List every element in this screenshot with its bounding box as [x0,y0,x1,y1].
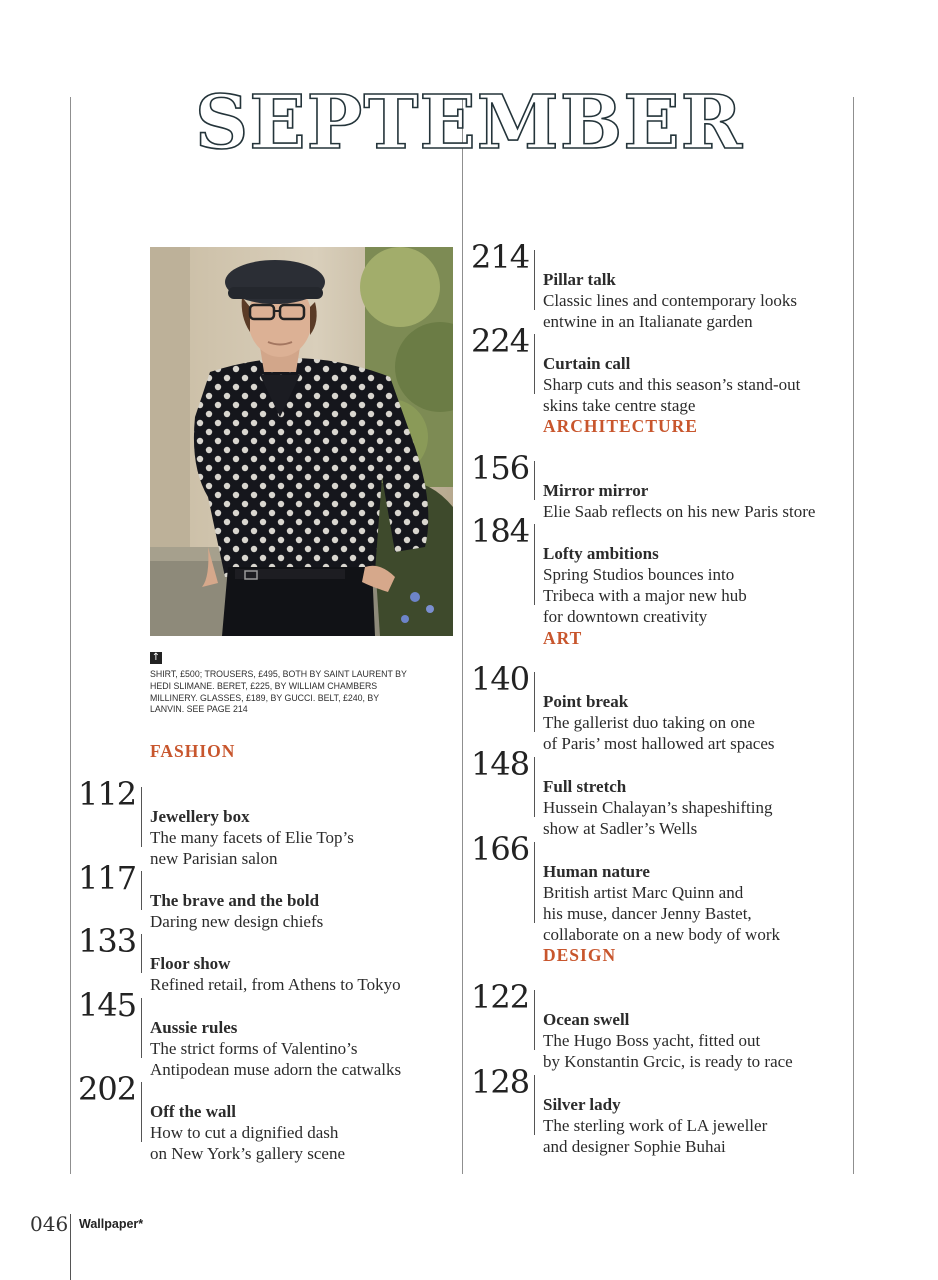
entry-title: The brave and the bold [150,891,320,910]
footer-brand: Wallpaper* [79,1217,144,1231]
entry-title: Ocean swell [543,1010,630,1029]
entry-divider [141,1082,142,1142]
entry-text [150,785,450,869]
entry-title: Mirror mirror [543,481,649,500]
entry-divider [534,842,535,923]
entry-page-number: 224 [471,322,530,360]
entry-page-number: 112 [78,775,137,813]
footer-divider [70,1214,71,1280]
entry-page-number: 156 [471,449,530,487]
entry-title: Aussie rules [150,1018,238,1037]
entry-description: Refined retail, from Athens to Tokyo [150,975,401,994]
entry-divider [534,334,535,394]
entry-page-number: 133 [78,922,137,960]
entry-description: The many facets of Elie Top’s new Parisian salon [150,828,354,868]
entry-description: Classic lines and contemporary looks entwine in an Italianate garden [543,291,798,331]
left-margin-line [70,97,71,1174]
entry-description: The sterling work of LA jeweller and designer Sophie Buhai [543,1116,768,1156]
entry-divider [534,757,535,817]
entry-page-number: 166 [471,830,530,868]
entry-divider [141,871,142,910]
entry-divider [534,461,535,500]
entry-text [543,248,843,332]
entry-divider [534,1075,535,1135]
section-art: ART [543,628,583,648]
entry-text [543,332,843,416]
entry-divider [141,934,142,973]
entry-page-number: 128 [471,1063,530,1101]
photo-caption: SHIRT, £500; TROUSERS, £495, BOTH BY SAINT LAURENT BY HEDI SLIMANE. BERET, £225, BY WILLIAM CHAMBERS MILLINERY. GLASSES, £189, BY GUCCI. BELT, £240, BY LANVIN. SEE PAGE 214 [150,669,407,715]
section-design: DESIGN [543,945,617,965]
entry-description: The strict forms of Valentino’s Antipodean muse adorn the catwalks [150,1039,402,1079]
entry-text [543,522,843,627]
entry-title: Curtain call [543,354,631,373]
entry-description: The Hugo Boss yacht, fitted out by Konstantin Grcic, is ready to race [543,1031,793,1071]
entry-title: Jewellery box [150,807,250,826]
entry-title: Silver lady [543,1095,621,1114]
entry-title: Point break [543,692,629,711]
entry-title: Full stretch [543,777,627,796]
entry-divider [141,998,142,1058]
entry-text [150,932,450,995]
section-fashion: FASHION [150,741,236,761]
entry-text [150,869,450,932]
entry-page-number: 202 [78,1070,137,1108]
entry-divider [534,250,535,310]
entry-description: How to cut a dignified dash on New York’s gallery scene [150,1123,345,1163]
entry-description: British artist Marc Quinn and his muse, dancer Jenny Bastet, collaborate on a new body of work [543,883,780,944]
entry-description: The gallerist duo taking on one of Paris’ most hallowed art spaces [543,713,775,753]
entry-title: Pillar talk [543,270,616,289]
entry-title: Lofty ambitions [543,544,659,563]
entry-divider [141,787,142,847]
entry-page-number: 122 [471,978,530,1016]
entry-divider [534,524,535,605]
entry-text [543,988,843,1072]
entry-title: Off the wall [150,1102,236,1121]
entry-page-number: 145 [78,986,137,1024]
entry-text [543,755,843,839]
entry-page-number: 148 [471,745,530,783]
center-column-line [462,97,463,1174]
entry-description: Spring Studios bounces into Tribeca with a major new hub for downtown creativity [543,565,747,626]
section-architecture: ARCHITECTURE [543,416,698,436]
right-margin-line [853,97,854,1174]
entry-title: Human nature [543,862,650,881]
entry-text [543,840,843,945]
page-title: SEPTEMBER [194,80,744,166]
entry-page-number: 184 [471,512,530,550]
arrow-up-icon: ↑ [151,652,161,663]
entry-text [150,996,450,1080]
entry-description: Daring new design chiefs [150,912,324,931]
entry-page-number: 214 [471,238,530,276]
entry-description: Elie Saab reflects on his new Paris store [543,502,816,521]
entry-text [150,1080,450,1164]
entry-text [543,670,843,754]
entry-title: Floor show [150,954,231,973]
entry-page-number: 117 [78,859,137,897]
entry-divider [534,990,535,1050]
entry-description: Sharp cuts and this season’s stand-out skins take centre stage [543,375,801,415]
fashion-photo[interactable] [150,247,453,636]
footer-page-number: 046 [30,1212,69,1236]
entry-text [543,459,853,522]
entry-description: Hussein Chalayan’s shapeshifting show at Sadler’s Wells [543,798,773,838]
entry-page-number: 140 [471,660,530,698]
entry-divider [534,672,535,732]
fashion-photo-illustration [150,247,453,636]
entry-text [543,1073,843,1157]
